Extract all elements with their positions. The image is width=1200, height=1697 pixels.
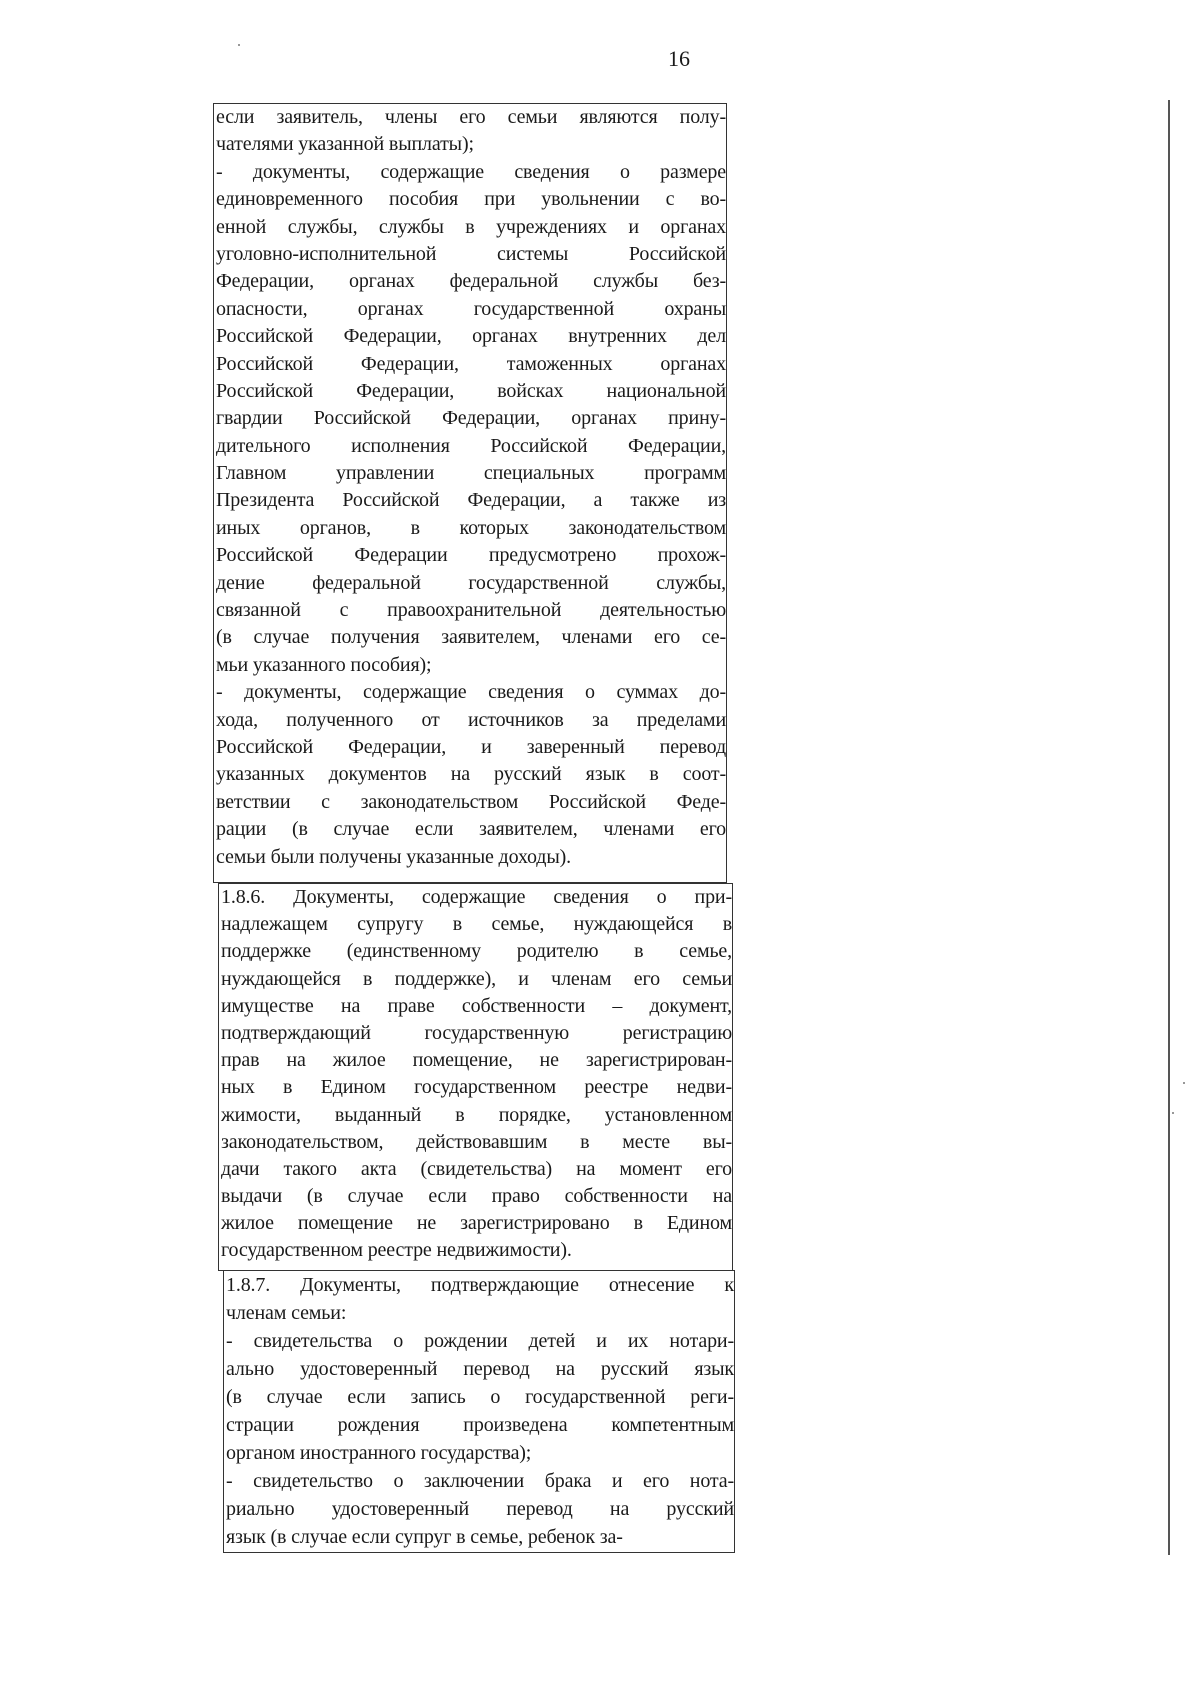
text-line: Российской Федерации, войсках национальной bbox=[216, 379, 726, 402]
text-line: риально удостоверенный перевод на русский bbox=[226, 1498, 734, 1520]
text-line: ных в Едином государственном реестре недви- bbox=[221, 1076, 732, 1099]
text-line: гвардии Российской Федерации, органах прину- bbox=[216, 407, 726, 430]
text-line: ально удостоверенный перевод на русский язык bbox=[226, 1358, 734, 1380]
text-line: - документы, содержащие сведения о размере bbox=[216, 160, 726, 183]
text-line: связанной с правоохранительной деятельностью bbox=[216, 599, 726, 622]
text-line: органом иностранного государства); bbox=[226, 1442, 532, 1464]
text-line: дительного исполнения Российской Федерации, bbox=[216, 434, 726, 457]
text-line: Российской Федерации, органах внутренних дел bbox=[216, 325, 726, 348]
text-line: членам семьи: bbox=[226, 1302, 347, 1324]
text-line: единовременного пособия при увольнении с во- bbox=[216, 188, 726, 211]
table-cell-section-1-8-7 bbox=[223, 1270, 735, 1553]
scan-edge-line bbox=[1168, 100, 1170, 1555]
text-line: рации (в случае если заявителем, членами его bbox=[216, 818, 726, 841]
text-line: - свидетельства о рождении детей и их нотари- bbox=[226, 1330, 734, 1352]
text-line: Российской Федерации, таможенных органах bbox=[216, 352, 726, 375]
text-line: мьи указанного пособия); bbox=[216, 653, 432, 676]
table-cell-income-documents bbox=[213, 103, 727, 883]
text-line: 1.8.6. Документы, содержащие сведения о при- bbox=[221, 886, 732, 908]
text-line: опасности, органах государственной охраны bbox=[216, 297, 726, 320]
scan-speck bbox=[1172, 1112, 1174, 1114]
text-line: страции рождения произведена компетентным bbox=[226, 1414, 734, 1436]
text-line: иных органов, в которых законодательством bbox=[216, 516, 726, 539]
text-line: ветствии с законодательством Российской Феде- bbox=[216, 790, 726, 813]
text-line: чателями указанной выплаты); bbox=[216, 133, 474, 156]
text-line: Федерации, органах федеральной службы без- bbox=[216, 270, 726, 293]
text-line: - свидетельство о заключении брака и его нота- bbox=[226, 1470, 734, 1492]
text-line: поддержке (единственному родителю в семье, bbox=[221, 940, 732, 963]
scan-speck bbox=[1183, 1082, 1185, 1084]
table-cell-section-1-8-6 bbox=[218, 883, 733, 1271]
text-line: имуществе на праве собственности – документ, bbox=[221, 994, 732, 1017]
text-line: надлежащем супругу в семье, нуждающейся в bbox=[221, 913, 732, 936]
text-line: семьи были получены указанные доходы). bbox=[216, 845, 571, 868]
text-line: Президента Российской Федерации, а также из bbox=[216, 489, 726, 512]
text-line: язык (в случае если супруг в семье, ребенок за- bbox=[226, 1526, 623, 1548]
text-line: (в случае если запись о государственной реги- bbox=[226, 1386, 734, 1408]
text-line: указанных документов на русский язык в соот- bbox=[216, 763, 726, 786]
text-line: жилое помещение не зарегистрировано в Едином bbox=[221, 1212, 732, 1235]
text-line: подтверждающий государственную регистрацию bbox=[221, 1021, 732, 1044]
text-line: выдачи (в случае если право собственности на bbox=[221, 1185, 732, 1208]
text-line: дение федеральной государственной службы, bbox=[216, 571, 726, 594]
text-line: Российской Федерации предусмотрено прохож- bbox=[216, 544, 726, 567]
text-line: Главном управлении специальных программ bbox=[216, 462, 726, 485]
text-line: государственном реестре недвижимости). bbox=[221, 1239, 572, 1262]
text-line: Российской Федерации, и заверенный перевод bbox=[216, 735, 726, 758]
text-line: жимости, выданный в порядке, установленном bbox=[221, 1103, 732, 1126]
text-line: хода, полученного от источников за пределами bbox=[216, 708, 726, 731]
text-line: (в случае получения заявителем, членами его се- bbox=[216, 626, 726, 649]
page-number: 16 bbox=[668, 46, 690, 71]
text-line: дачи такого акта (свидетельства) на момент его bbox=[221, 1157, 732, 1180]
text-line: - документы, содержащие сведения о суммах до- bbox=[216, 681, 726, 704]
text-line: прав на жилое помещение, не зарегистрирован- bbox=[221, 1049, 732, 1072]
text-line: 1.8.7. Документы, подтверждающие отнесение к bbox=[226, 1274, 734, 1296]
text-line: законодательством, действовавшим в месте вы- bbox=[221, 1130, 732, 1153]
text-line: енной службы, службы в учреждениях и органах bbox=[216, 215, 726, 238]
scan-speck bbox=[238, 44, 240, 46]
text-line: если заявитель, члены его семьи являются полу- bbox=[216, 106, 726, 128]
text-line: нуждающейся в поддержке), и членам его семьи bbox=[221, 967, 732, 990]
text-line: уголовно-исполнительной системы Российской bbox=[216, 242, 726, 265]
